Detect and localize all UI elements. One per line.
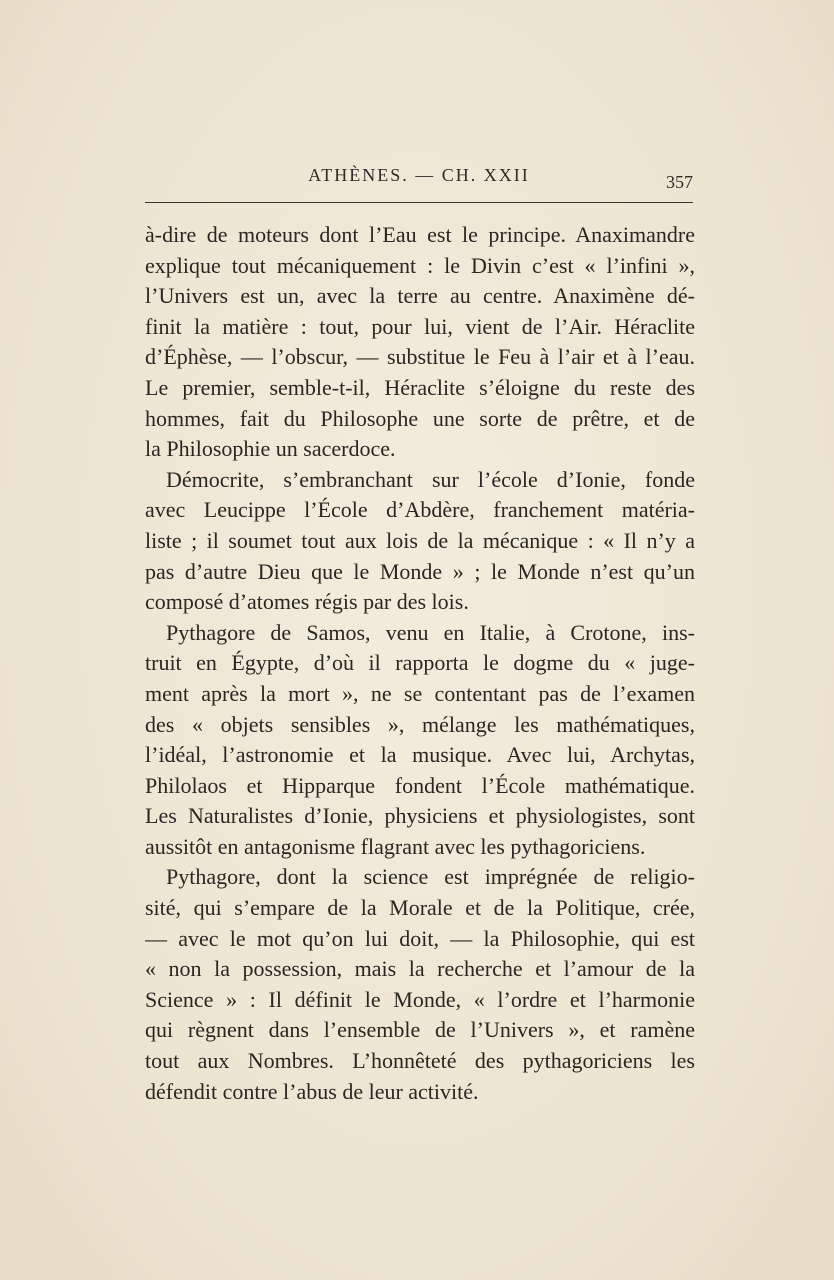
- text-line: Démocrite, s’embranchant sur l’école d’Ionie, fonde: [166, 466, 695, 492]
- text-line: qui règnent dans l’ensemble de l’Univers », et ramène: [145, 1017, 695, 1043]
- text-line: hommes, fait du Philosophe une sorte de prêtre, et de: [145, 405, 695, 431]
- text-line: Pythagore, dont la science est imprégnée de religio-: [166, 864, 695, 890]
- text-line: la Philosophie un sacerdoce.: [145, 436, 396, 462]
- body-text: [145, 220, 695, 1107]
- text-line: Pythagore de Samos, venu en Italie, à Crotone, ins-: [166, 619, 695, 645]
- text-line: avec Leucippe l’École d’Abdère, franchement matéria-: [145, 497, 695, 523]
- text-line: défendit contre l’abus de leur activité.: [145, 1078, 479, 1104]
- text-line: d’Éphèse, — l’obscur, — substitue le Feu à l’air et à l’eau.: [145, 344, 695, 370]
- text-line: Les Naturalistes d’Ionie, physiciens et physiologistes, sont: [145, 803, 695, 829]
- running-head: [145, 162, 693, 202]
- text-line: tout aux Nombres. L’honnêteté des pythagoriciens les: [145, 1048, 695, 1074]
- text-line: — avec le mot qu’on lui doit, — la Philosophie, qui est: [145, 925, 695, 951]
- text-line: « non la possession, mais la recherche et l’amour de la: [145, 956, 695, 982]
- page-number: 357: [666, 172, 693, 192]
- text-line: liste ; il soumet tout aux lois de la mécanique : « Il n’y a: [145, 527, 695, 553]
- text-line: finit la matière : tout, pour lui, vient de l’Air. Héraclite: [145, 313, 695, 339]
- text-line: Philolaos et Hipparque fondent l’École mathématique.: [145, 772, 695, 798]
- text-line: Science » : Il définit le Monde, « l’ordre et l’harmonie: [145, 986, 695, 1012]
- text-line: explique tout mécaniquement : le Divin c’est « l’infini »,: [145, 252, 695, 278]
- header-rule: [145, 202, 693, 203]
- text-line: l’idéal, l’astronomie et la musique. Avec lui, Archytas,: [145, 742, 695, 768]
- running-title: ATHÈNES. — CH. XXII: [308, 165, 530, 185]
- text-line: aussitôt en antagonisme flagrant avec les pythagoriciens.: [145, 833, 646, 859]
- text-line: des « objets sensibles », mélange les mathématiques,: [145, 711, 695, 737]
- text-line: pas d’autre Dieu que le Monde » ; le Monde n’est qu’un: [145, 558, 695, 584]
- text-line: sité, qui s’empare de la Morale et de la Politique, crée,: [145, 895, 695, 921]
- text-line: Le premier, semble-t-il, Héraclite s’éloigne du reste des: [145, 374, 695, 400]
- text-line: truit en Égypte, d’où il rapporta le dogme du « juge-: [145, 650, 695, 676]
- text-line: à-dire de moteurs dont l’Eau est le principe. Anaximandre: [145, 222, 695, 247]
- text-line: ment après la mort », ne se contentant pas de l’examen: [145, 680, 695, 706]
- text-line: l’Univers est un, avec la terre au centre. Anaximène dé-: [145, 283, 695, 309]
- text-line: composé d’atomes régis par des lois.: [145, 589, 469, 615]
